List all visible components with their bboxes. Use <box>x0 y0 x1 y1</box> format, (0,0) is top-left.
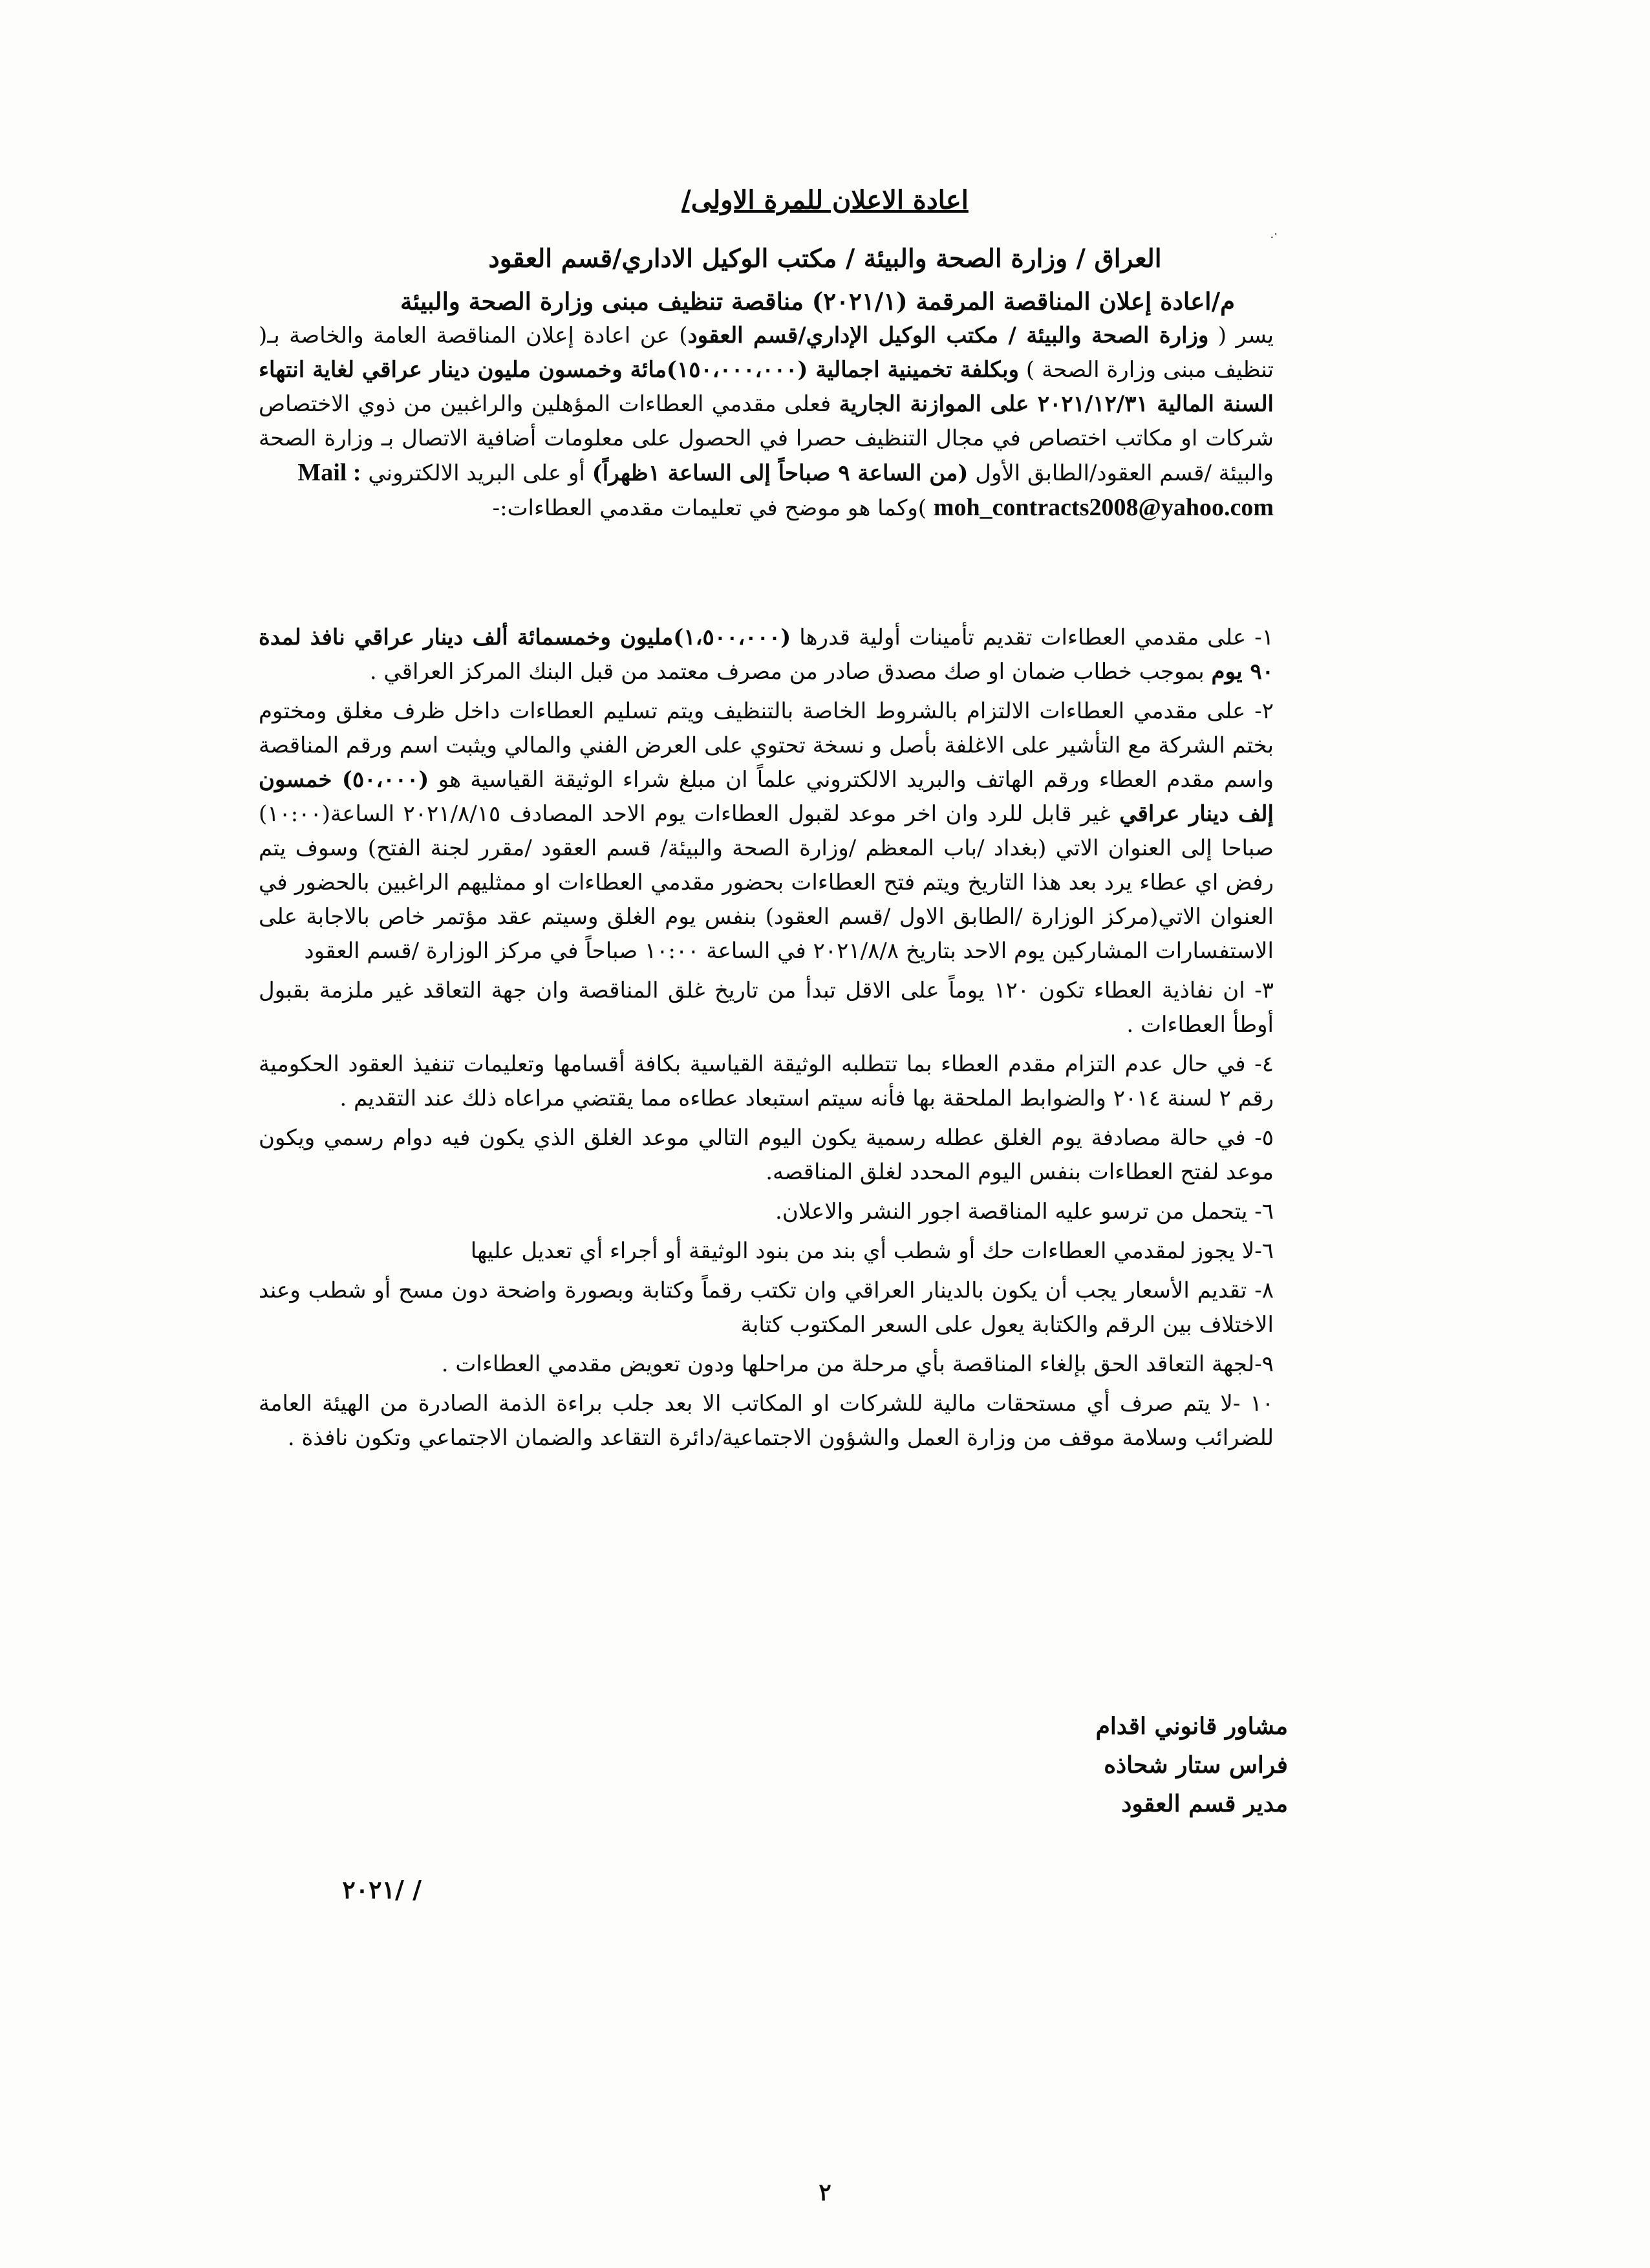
intro-bold-2: وبكلفة تخمينية اجمالية (١٥٠،٠٠٠،٠٠٠)مائة وخمسون مليون دينار عراقي لغاية انتهاء السنة المالية ٢٠٢١/١٢/٣١ على الموازنة الجارية <box>259 357 1274 417</box>
page-subtitle: العراق / وزارة الصحة والبيئة / مكتب الوكيل الاداري/قسم العقود <box>488 244 1162 273</box>
intro-text-4: أو على البريد الالكتروني <box>361 460 592 486</box>
signature-block <box>835 1707 1288 1823</box>
intro-text-2: ) عن اعادة إعلان المناقصة العامة والخاصة بـ( تنظيف مبنى وزارة الصحة ) <box>259 323 1274 383</box>
item-number: ١٠ - <box>1232 1391 1274 1417</box>
signatory-name: فراس ستار شحاذه <box>1104 1751 1288 1779</box>
item-tail: بموجب خطاب ضمان او صك مصدق صادر من مصرف معتمد من قبل البنك المركز العراقي . <box>369 659 1212 685</box>
item-text: لا يتم صرف أي مستحقات مالية للشركات او المكاتب الا بعد جلب براءة الذمة الصادرة من الهيئة العامة للضرائب وسلامة موقف من وزارة العمل والشؤون الاجتماعية/دائرة التقاعد والضمان الاجتماعي وتكون نافذة . <box>259 1391 1274 1451</box>
item-number: ٣- <box>1254 978 1274 1003</box>
list-item <box>259 974 1274 1042</box>
contact-email: moh_contracts2008@yahoo.com <box>933 494 1274 521</box>
list-item <box>259 1387 1274 1455</box>
mail-label: Mail : <box>297 459 361 486</box>
item-text: يتحمل من ترسو عليه المناقصة اجور النشر والاعلان. <box>775 1199 1255 1225</box>
intro-text-3: فعلى مقدمي العطاءات المؤهلين والراغبين من ذوي الاختصاص شركات او مكاتب اختصاص في مجال التنظيف حصرا في الحصول على معلومات أضافية الاتصال بـ وزارة الصحة والبيئة /قسم العقود/الطابق الأول <box>259 391 1274 486</box>
list-item <box>259 1274 1274 1342</box>
page-number: ٢ <box>819 2179 831 2206</box>
item-number: ١- <box>1254 625 1274 650</box>
item-text: لا يجوز لمقدمي العطاءات حك أو شطب أي بند من بنود الوثيقة أو أجراء أي تعديل عليها <box>470 1238 1255 1264</box>
list-item <box>259 1234 1274 1268</box>
list-item <box>259 1195 1274 1229</box>
intro-text-5: )وكما هو موضح في تعليمات مقدمي العطاءات:- <box>492 495 934 521</box>
list-item <box>259 1121 1274 1190</box>
list-item <box>259 694 1274 968</box>
item-text: لجهة التعاقد الحق بإلغاء المناقصة بأي مرحلة من مراحلها ودون تعويض مقدمي العطاءات . <box>441 1351 1255 1377</box>
intro-bold-3: (من الساعة ٩ صباحاً إلى الساعة ١ظهراً) <box>592 460 969 486</box>
list-item <box>259 1047 1274 1116</box>
item-text: في حالة مصادفة يوم الغلق عطله رسمية يكون اليوم التالي موعد الغلق الذي يكون فيه دوام رسمي ويكون موعد لفتح العطاءات بنفس اليوم المحدد لغلق المناقصه. <box>259 1125 1274 1185</box>
item-number: ٩- <box>1254 1351 1274 1377</box>
signatory-position: مدير قسم العقود <box>1121 1790 1288 1817</box>
intro-paragraph <box>259 284 1274 526</box>
item-text: تقديم الأسعار يجب أن يكون بالدينار العراقي وان تكتب رقماً وكتابة وبصورة واضحة دون مسح أو شطب وعند الاختلاف بين الرقم والكتابة يعول على السعر المكتوب كتابة <box>259 1278 1274 1338</box>
item-bold: (٥٠،٠٠٠) خمسون إلف دينار عراقي <box>259 767 1274 827</box>
document-date: / /٢٠٢١ <box>342 1875 422 1904</box>
item-text: على مقدمي العطاءات الالتزام بالشروط الخاصة بالتنظيف ويتم تسليم العطاءات داخل ظرف مغلق ومختوم بختم الشركة مع التأشير على الاغلفة بأصل و نسخة تحتوي على العرض الفني والمالي ويثبت اسم ورقم المناقصة واسم مقدم العطاء ورقم الهاتف والبريد الالكتروني علماً ان مبلغ شراء الوثيقة القياسية هو <box>259 698 1274 793</box>
item-bold: (١،٥٠٠،٠٠٠)مليون وخمسمائة ألف دينار عراقي نافذ لمدة ٩٠ يوم <box>259 625 1274 685</box>
item-number: ٦- <box>1254 1199 1274 1225</box>
instructions-list <box>259 621 1274 1460</box>
item-text: في حال عدم التزام مقدم العطاء بما تتطلبه الوثيقة القياسية بكافة أقسامها وتعليمات تنفيذ العقود الحكومية رقم ٢ لسنة ٢٠١٤ والضوابط الملحقة بها فأنه سيتم استبعاد عطاءه مما يقتضي مراعاه ذلك عند التقديم . <box>259 1051 1274 1111</box>
list-item <box>259 1347 1274 1382</box>
item-number: ٥- <box>1254 1125 1274 1151</box>
item-number: ٨- <box>1254 1278 1274 1303</box>
item-text: ان نفاذية العطاء تكون ١٢٠ يوماً على الاقل تبدأ من تاريخ غلق المناقصة وان جهة التعاقد غير ملزمة بقبول أوطأ العطاءات . <box>259 978 1274 1038</box>
item-number: ٦- <box>1254 1238 1274 1264</box>
list-item <box>259 621 1274 689</box>
page-title: اعادة الاعلان للمرة الاولى/ <box>681 185 969 215</box>
item-text: على مقدمي العطاءات تقديم تأمينات أولية قدرها <box>791 625 1255 650</box>
item-number: ٤- <box>1254 1051 1274 1077</box>
item-tail: غير قابل للرد وان اخر موعد لقبول العطاءات يوم الاحد المصادف ٢٠٢١/٨/١٥ الساعة(١٠:٠٠) صباحا إلى العنوان الاتي (بغداد /باب المعظم /وزارة الصحة والبيئة/ قسم العقود /مقرر لجنة الفتح) وسوف يتم رفض اي عطاء يرد بعد هذا التاريخ ويتم فتح العطاءات بحضور مقدمي العطاءات او ممثليهم الراغبين بالحضور في العنوان الاتي(مركز الوزارة /الطابق الاول /قسم العقود) بنفس يوم الغلق وسيتم عقد مؤتمر خاص بالاجابة على الاستفسارات المشاركين يوم الاحد بتاريخ ٢٠٢١/٨/٨ في الساعة ١٠:٠٠ صباحاً في مركز الوزارة /قسم العقود <box>259 801 1274 964</box>
item-number: ٢- <box>1254 698 1274 724</box>
tender-reference: م/اعادة إعلان المناقصة المرقمة (٢٠٢١/١) مناقصة تنظيف مبنى وزارة الصحة والبيئة <box>400 287 1235 316</box>
intro-text-1: يسر ( <box>1208 323 1274 348</box>
scan-mark: ·. <box>1270 228 1278 241</box>
signatory-title: مشاور قانوني اقدام <box>1095 1713 1288 1740</box>
intro-bold-1: وزارة الصحة والبيئة / مكتب الوكيل الإداري/قسم العقود <box>687 323 1209 348</box>
